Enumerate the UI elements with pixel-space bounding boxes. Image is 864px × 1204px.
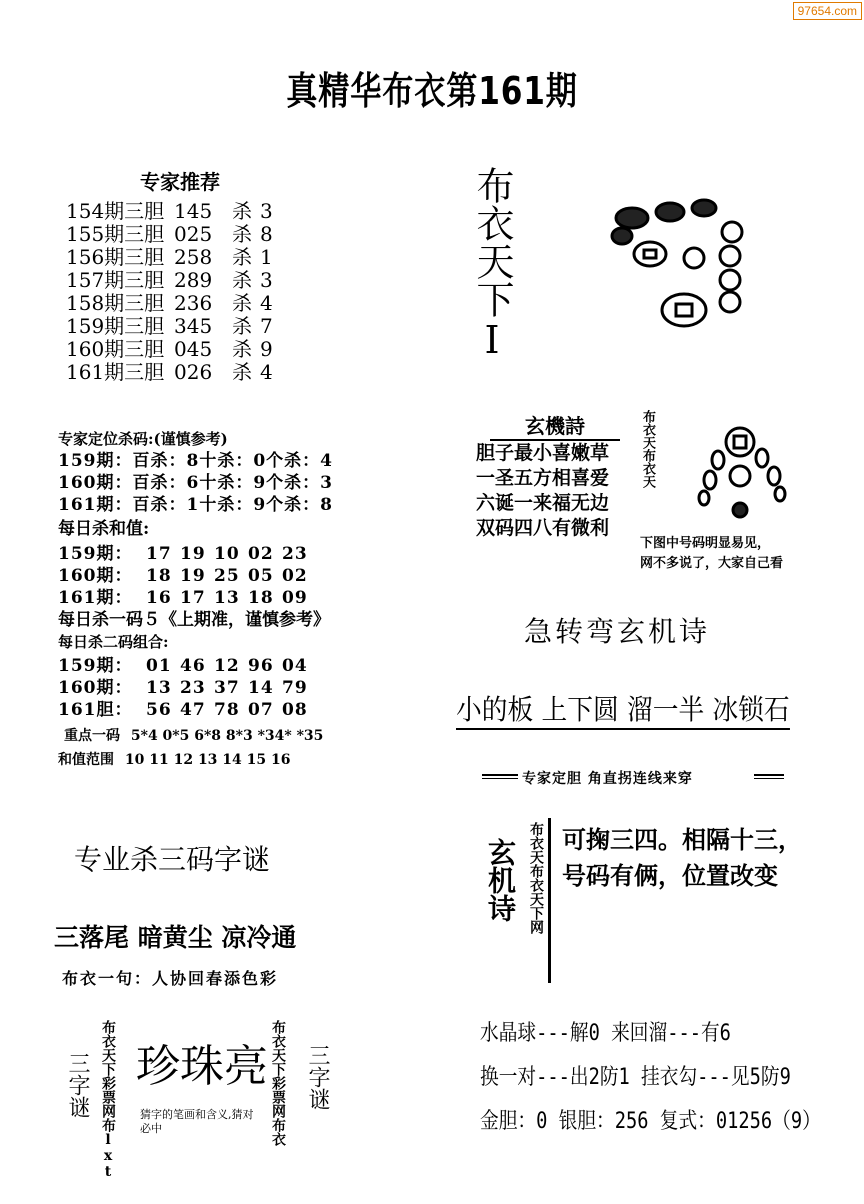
riddle-right-vertical: 布衣天下彩票网布衣 [270, 1020, 286, 1146]
position-kill-row: 161期：百杀：1十杀：9个杀：8 [58, 495, 333, 515]
daily_two-row [58, 699, 333, 721]
expert-row [66, 338, 273, 361]
daily_two-label: 160期： [58, 678, 133, 698]
daily_two-num: 79 [282, 678, 308, 698]
daily-two-rows [58, 655, 333, 721]
divider [482, 774, 518, 779]
poem-line: 六诞一来福无边 [476, 492, 610, 514]
expert-num: 7 [260, 314, 273, 338]
daily_sum-row [58, 587, 333, 609]
daily_two-num: 78 [214, 700, 240, 720]
expert-row [66, 315, 273, 338]
daily_sum-num: 02 [248, 544, 274, 564]
expert-heading: 专家推荐 [140, 170, 220, 194]
daily_two-label: 161胆： [58, 700, 133, 720]
daily_sum-num: 19 [180, 544, 206, 564]
expert-num: 3 [260, 199, 273, 223]
expert-kill: 杀 [232, 245, 252, 269]
expert-kill: 杀 [232, 291, 252, 315]
bottom-line2: 换一对---出2防1 挂衣勾---见5防9 [480, 1065, 791, 1090]
turn-poem-heading: 急转弯玄机诗 [524, 615, 711, 648]
expert-code: 289 [174, 268, 213, 292]
daily_sum-num: 09 [282, 588, 308, 608]
key-code-row [58, 725, 333, 747]
daily_two-num: 23 [180, 678, 206, 698]
kill-block [58, 428, 333, 771]
expert-dan-heading: 专家定胆 角直拐连线来穿 [522, 771, 693, 787]
daily-one-heading: 每日杀一码５《上期准，谨慎参考》 [58, 610, 330, 630]
daily_sum-num: 18 [248, 588, 274, 608]
daily_two-row [58, 677, 333, 699]
daily_two-num: 56 [146, 700, 172, 720]
xuanji-note1: 下图中号码明显易见， [640, 536, 771, 551]
expert-row [66, 361, 273, 384]
sum-range-label: 和值范围 [58, 752, 114, 768]
expert-code: 025 [174, 222, 213, 246]
expert-row [66, 269, 273, 292]
daily-sum-heading: 每日杀和值: [58, 519, 150, 539]
expert-period: 157期三胆 [66, 268, 165, 292]
expert-period: 154期三胆 [66, 199, 165, 223]
expert-period: 161期三胆 [66, 360, 165, 384]
expert-list [66, 200, 273, 384]
expert-num: 8 [260, 222, 273, 246]
daily_sum-label: 161期： [58, 588, 133, 608]
xuanji-poem [476, 410, 630, 541]
riddle-left-side: 三字谜 [65, 1052, 90, 1118]
turn-poem-line: 小的板 上下圆 溜一半 冰锁石 [456, 688, 790, 730]
daily-two-heading: 每日杀二码组合: [58, 633, 169, 651]
daily_two-num: 01 [146, 656, 172, 676]
expert-code: 145 [174, 199, 213, 223]
daily_sum-num: 05 [248, 566, 274, 586]
expert-code: 258 [174, 245, 213, 269]
xuanji-vertical: 布衣天布衣天 [640, 410, 655, 488]
daily_sum-num: 17 [146, 544, 172, 564]
expert-code: 345 [174, 314, 213, 338]
expert-period: 160期三胆 [66, 337, 165, 361]
expert-row [66, 246, 273, 269]
expert-num: 4 [260, 360, 273, 384]
expert-kill: 杀 [232, 314, 252, 338]
position-kill-row: 159期：百杀：8十杀：0个杀：4 [58, 451, 333, 471]
xuanji-note2: 网不多说了，大家自己看 [640, 556, 784, 571]
daily-sum-rows [58, 543, 333, 609]
daily_sum-label: 160期： [58, 566, 133, 586]
expert-num: 3 [260, 268, 273, 292]
sum-range-values: 10 11 12 13 14 15 16 [124, 752, 291, 768]
daily_two-num: 47 [180, 700, 206, 720]
daily_sum-num: 25 [214, 566, 240, 586]
daily_two-label: 159期： [58, 656, 133, 676]
site-watermark: 97654.com [793, 2, 862, 20]
xuanji-title: 玄機詩 [490, 410, 620, 441]
page-title: 真精华布衣第161期 [286, 69, 578, 113]
position-kill-heading: 专家定位杀码:(谨慎参考) [58, 430, 228, 448]
expert-code: 026 [174, 360, 213, 384]
riddle-left-vertical: 布衣天下彩票网布lxt [100, 1020, 116, 1180]
expert-num: 9 [260, 337, 273, 361]
expert-code: 045 [174, 337, 213, 361]
poem-line: 双码四八有微利 [476, 517, 610, 539]
daily_sum-num: 10 [214, 544, 240, 564]
expert-period: 155期三胆 [66, 222, 165, 246]
daily_two-num: 08 [282, 700, 308, 720]
riddle-hint: 猜字的笔画和含义,猜对必中 [140, 1108, 254, 1135]
divider [548, 818, 551, 983]
xuanji-box-line2: 号码有俩，位置改变 [562, 861, 778, 890]
daily_sum-num: 02 [282, 566, 308, 586]
key-code-values: 5*4 0*5 6*8 8*3 *34* *35 [130, 728, 324, 744]
daily_two-num: 37 [214, 678, 240, 698]
expert-kill: 杀 [232, 199, 252, 223]
expert-period: 158期三胆 [66, 291, 165, 315]
coin-chain-drawing [690, 420, 800, 520]
daily_two-num: 13 [146, 678, 172, 698]
expert-kill: 杀 [232, 360, 252, 384]
expert-dan-row [482, 768, 782, 787]
expert-row [66, 292, 273, 315]
sum-range-row [58, 749, 333, 771]
expert-num: 4 [260, 291, 273, 315]
expert-row [66, 200, 273, 223]
bottom-line1: 水晶球---解0 来回溜---有6 [480, 1021, 731, 1046]
expert-kill: 杀 [232, 337, 252, 361]
daily_two-num: 04 [282, 656, 308, 676]
xuanji-box-line1: 可掬三四。相隔十三， [562, 825, 802, 854]
riddle-center: 珍珠亮 [136, 1041, 268, 1092]
position-kill-row: 160期：百杀：6十杀：9个杀：3 [58, 473, 333, 493]
expert-kill: 杀 [232, 268, 252, 292]
key-code-label: 重点一码 [64, 728, 120, 744]
riddle-right-side: 三字谜 [305, 1044, 330, 1110]
daily_sum-row [58, 543, 333, 565]
expert-kill: 杀 [232, 222, 252, 246]
expert-period: 156期三胆 [66, 245, 165, 269]
one-liner: 布衣一句：人协回春添色彩 [62, 969, 279, 988]
xuanji-box-vertical: 布衣天布衣天下网 [528, 822, 544, 934]
daily_two-num: 12 [214, 656, 240, 676]
divider [754, 774, 784, 779]
daily_sum-num: 19 [180, 566, 206, 586]
daily_sum-num: 18 [146, 566, 172, 586]
daily_sum-row [58, 565, 333, 587]
poem-line: 一圣五方相喜爱 [476, 467, 610, 489]
daily_sum-num: 13 [214, 588, 240, 608]
daily_sum-label: 159期： [58, 544, 133, 564]
daily_two-num: 07 [248, 700, 274, 720]
expert-row [66, 223, 273, 246]
buyi-vertical: 布衣天下I [470, 166, 514, 362]
daily_sum-num: 16 [146, 588, 172, 608]
daily_two-num: 46 [180, 656, 206, 676]
expert-period: 159期三胆 [66, 314, 165, 338]
daily_two-row [58, 655, 333, 677]
daily_sum-num: 17 [180, 588, 206, 608]
poem-line: 胆子最小喜嫩草 [476, 442, 610, 464]
pro-riddle-heading: 专业杀三码字谜 [74, 843, 271, 876]
daily_sum-num: 23 [282, 544, 308, 564]
expert-code: 236 [174, 291, 213, 315]
xuanji-box-left: 玄机诗 [484, 838, 517, 922]
coins-drawing [604, 190, 754, 340]
expert-num: 1 [260, 245, 273, 269]
pro-riddle-line: 三落尾 暗黄尘 凉冷通 [54, 923, 297, 952]
bottom-line3: 金胆：0 银胆：256 复式：01256（9） [480, 1109, 821, 1134]
daily_two-num: 96 [248, 656, 274, 676]
daily_two-num: 14 [248, 678, 274, 698]
